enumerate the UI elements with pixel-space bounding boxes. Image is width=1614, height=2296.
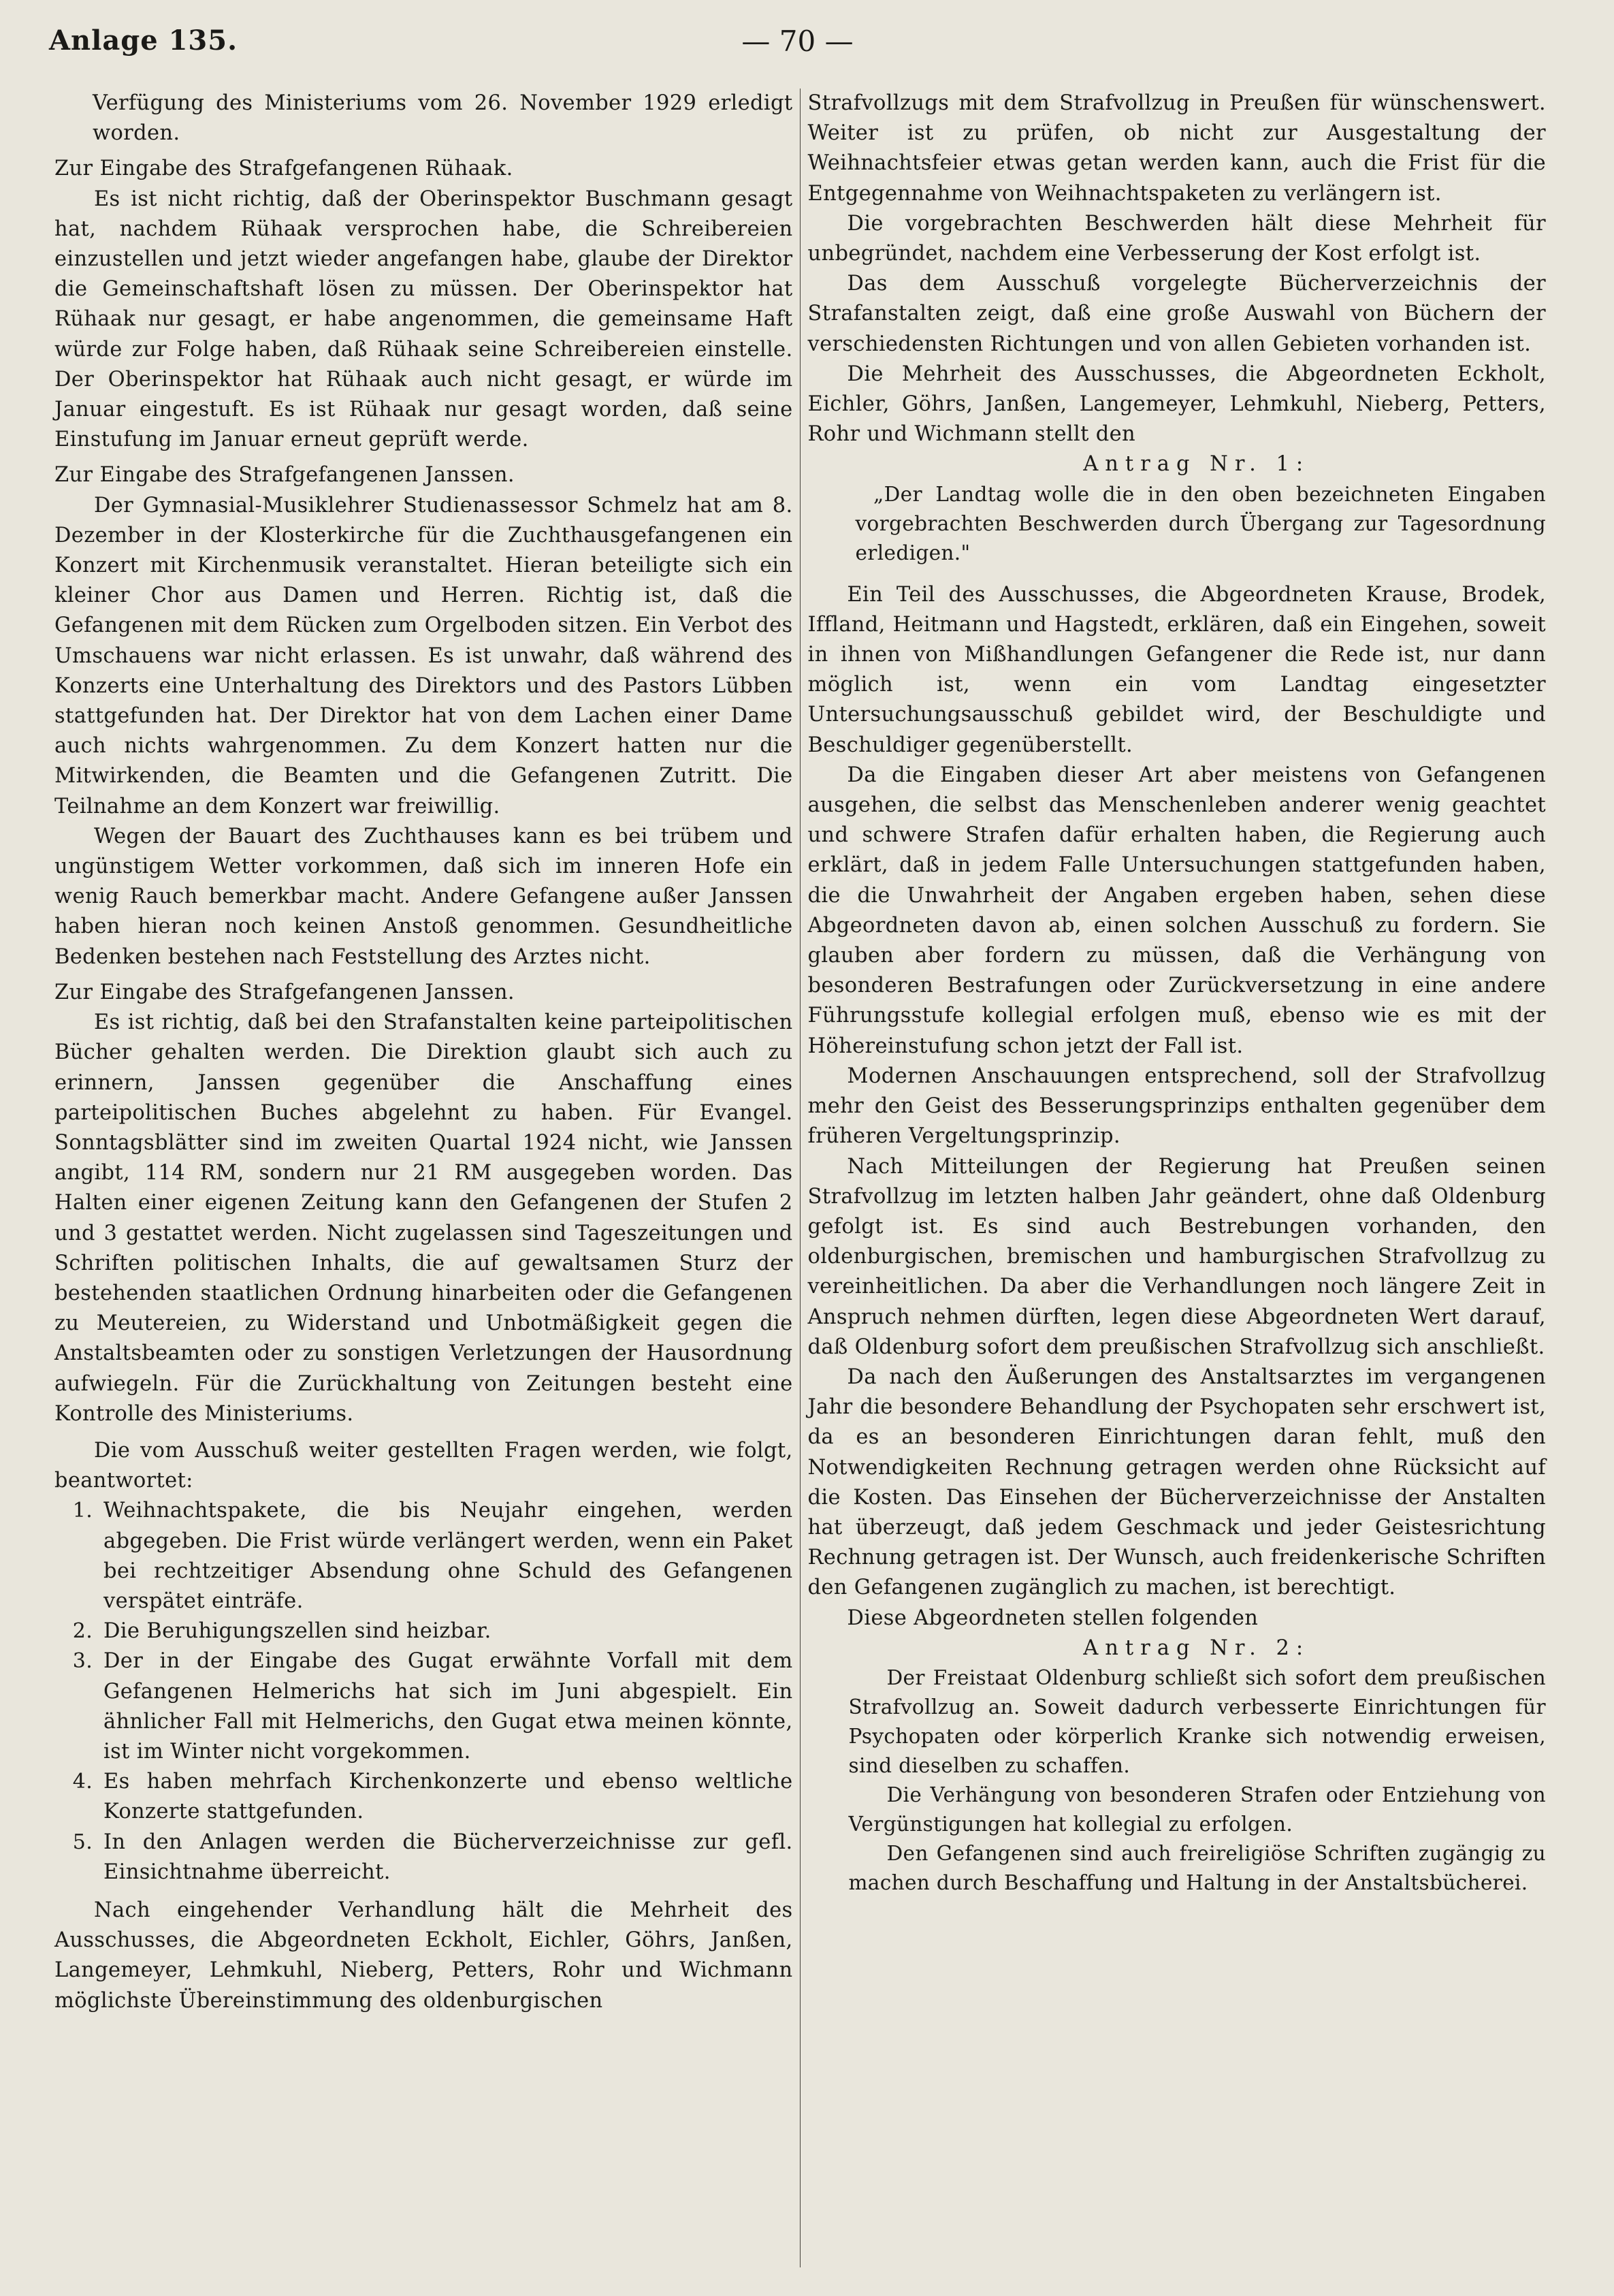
paragraph: Die Mehrheit des Ausschusses, die Abgeordneten Eckholt, Eichler, Göhrs, Janßen, Langemeyer, Lehmkuhl, Nieberg, Petters, Rohr und Wichmann stellt den <box>807 362 1546 447</box>
page-number: — 70 — <box>741 25 854 58</box>
paragraph: Die vorgebrachten Beschwerden hält diese Mehrheit für unbegründet, nachdem eine Verbesserung der Kost erfolgt ist. <box>807 211 1546 266</box>
column-divider <box>800 89 801 2267</box>
list-item: 4. Es haben mehrfach Kirchenkonzerte und ebenso weltliche Konzerte stattgefunden. <box>99 1767 793 1827</box>
motion-body <box>807 1663 1546 1898</box>
paragraph: Modernen Anschauungen entsprechend, soll der Strafvollzug mehr den Geist des Besserungsprinzips enthalten gegenüber dem früheren Vergeltungsprinzip. <box>807 1064 1546 1149</box>
annex-label: Anlage 135. <box>49 25 238 57</box>
section-heading: Zur Eingabe des Strafgefangenen Rühaak. <box>54 157 513 181</box>
motion-paragraph: Der Freistaat Oldenburg schließt sich sofort dem preußischen Strafvollzug an. Soweit dadurch verbesserte Einrichtungen für Psychopaten oder körperlich Kranke sich notwendig erweisen, sind dieselben zu schaffen. <box>848 1665 1546 1777</box>
paragraph: Da die Eingaben dieser Art aber meistens von Gefangenen ausgehen, die selbst das Menschenleben anderer wenig geachtet und schwere Strafen dafür erhalten haben, die Regierung auch erklärt, daß in jedem Falle Untersuchungen stattgefunden haben, die die Unwahrheit der Angaben ergeben haben, sehen diese Abgeordneten davon ab, einen solchen Ausschuß zu fordern. Sie glauben aber fordern zu müssen, daß die Verhängung von besonderen Bestrafungen oder Zurückversetzung in eine andere Führungsstufe kollegial erfolgen muß, ebenso wie es mit der Höhereinstufung schon jetzt der Fall ist. <box>807 763 1546 1058</box>
list-item: 1. Weihnachtspakete, die bis Neujahr eingehen, werden abgegeben. Die Frist würde verlängert werden, wenn ein Paket bei rechtzeitiger Absendung ohne Schuld des Gefangenen verspätet einträfe. <box>99 1496 793 1616</box>
motion-text: „Der Landtag wolle die in den oben bezeichneten Eingaben vorgebrachten Beschwerden durch Übergang zur Tagesordnung erledigen." <box>855 482 1546 564</box>
motion-paragraph: Den Gefangenen sind auch freireligiöse Schriften zugängig zu machen durch Beschaffung und Haltung in der Anstaltsbücherei. <box>848 1841 1546 1894</box>
list-item: 5. In den Anlagen werden die Bücherverzeichnisse zur gefl. Einsichtnahme überreicht. <box>99 1828 793 1887</box>
left-column <box>49 89 793 2267</box>
paragraph: Das dem Ausschuß vorgelegte Bücherverzeichnis der Strafanstalten zeigt, daß eine große Auswahl von Büchern der verschiedensten Richtungen und von allen Gebieten vorhanden ist. <box>807 272 1546 356</box>
paragraph: Diese Abgeordneten stellen folgenden <box>847 1606 1259 1630</box>
motion-paragraph: Die Verhängung von besonderen Strafen oder Entziehung von Vergünstigungen hat kollegial zu erfolgen. <box>848 1783 1546 1836</box>
running-head <box>49 25 1546 63</box>
paragraph: Da nach den Äußerungen des Anstaltsarztes im vergangenen Jahr die besondere Behandlung der Psychopaten sehr erschwert ist, da es an besonderen Einrichtungen daran fehlt, muß den Notwendigkeiten Rechnung getragen werden ohne Rücksicht auf die Kosten. Das Einsehen der Bücherverzeichnisse der Anstalten hat überzeugt, daß jedem Geschmack und jeder Geistesrichtung Rechnung getragen ist. Der Wunsch, auch freidenkerische Schriften den Gefangenen zugänglich zu machen, ist berechtigt. <box>807 1365 1546 1600</box>
paragraph: Der Gymnasial-Musiklehrer Studienassessor Schmelz hat am 8. Dezember in der Klosterkirche für die Zuchthausgefangenen ein Konzert mit Kirchenmusik veranstaltet. Hieran beteiligte sich ein kleiner Chor aus Damen und Herren. Richtig ist, daß die Gefangenen mit dem Rücken zum Orgelboden sitzen. Ein Verbot des Umschauens war nicht erlassen. Es ist unwahr, daß während des Konzerts eine Unterhaltung des Direktors und des Pastors Lübben stattgefunden hat. Der Direktor hat von dem Lachen einer Dame auch nichts wahrgenommen. Zu dem Konzert hatten nur die Mitwirkenden, die Beamten und die Gefangenen Zutritt. Die Teilnahme an dem Konzert war freiwillig. <box>54 493 793 818</box>
motion-title: Antrag Nr. 2: <box>1083 1636 1310 1660</box>
paragraph: Verfügung des Ministeriums vom 26. November 1929 erledigt worden. <box>93 91 793 146</box>
motion-title: Antrag Nr. 1: <box>1083 452 1310 477</box>
list-item: 3. Der in der Eingabe des Gugat erwähnte Vorfall mit dem Gefangenen Helmerichs hat sich im Juni abgespielt. Ein ähnlicher Fall mit Helmerichs, den Gugat etwa meinen könnte, ist im Winter nicht vorgekommen. <box>99 1646 793 1767</box>
paragraph: Strafvollzugs mit dem Strafvollzug in Preußen für wünschenswert. Weiter ist zu prüfen, ob nicht zur Ausgestaltung der Weihnachtsfeier etwas getan werden kann, auch die Frist für die Entgegennahme von Weihnachtspaketen zu verlängern ist. <box>807 91 1546 206</box>
paragraph: Nach eingehender Verhandlung hält die Mehrheit des Ausschusses, die Abgeordneten Eckholt, Eichler, Göhrs, Janßen, Langemeyer, Lehmkuhl, Nieberg, Petters, Rohr und Wichmann möglichste Übereinstimmung des oldenburgischen <box>54 1898 793 2013</box>
paragraph: Es ist richtig, daß bei den Strafanstalten keine parteipolitischen Bücher gehalten werden. Die Direktion glaubt sich auch zu erinnern, Janssen gegenüber die Anschaffung eines parteipolitischen Buches abgelehnt zu haben. Für Evangel. Sonntagsblätter sind im zweiten Quartal 1924 nicht, wie Janssen angibt, 114 RM, sondern nur 21 RM ausgegeben worden. Das Halten einer eigenen Zeitung kann den Gefangenen der Stufen 2 und 3 gestattet werden. Nicht zugelassen sind Tageszeitungen und Schriften politischen Inhalts, die auf gewaltsamen Sturz der bestehenden staatlichen Ordnung hinarbeiten oder die Gefangenen zu Meutereien, zu Widerstand und Unbotmäßigkeit gegen die Anstaltsbeamten oder zu sonstigen Verletzungen der Hausordnung aufwiegeln. Für die Zurückhaltung von Zeitungen besteht eine Kontrolle des Ministeriums. <box>54 1010 793 1426</box>
list-item: 2. Die Beruhigungszellen sind heizbar. <box>99 1616 793 1646</box>
paragraph: Wegen der Bauart des Zuchthauses kann es bei trübem und ungünstigem Wetter vorkommen, daß sich im inneren Hofe ein wenig Rauch bemerkbar macht. Andere Gefangene außer Janssen haben hieran noch keinen Anstoß genommen. Gesundheitliche Bedenken bestehen nach Feststellung des Arztes nicht. <box>54 824 793 969</box>
paragraph: Die vom Ausschuß weiter gestellten Fragen werden, wie folgt, beantwortet: <box>54 1438 793 1493</box>
two-column-body <box>49 89 1546 2267</box>
paragraph: Nach Mitteilungen der Regierung hat Preußen seinen Strafvollzug im letzten halben Jahr geändert, ohne daß Oldenburg gefolgt ist. Es sind auch Bestrebungen vorhanden, den oldenburgischen, bremischen und hamburgischen Strafvollzug zu vereinheitlichen. Da aber die Verhandlungen noch längere Zeit in Anspruch nehmen dürften, legen diese Abgeordneten Wert darauf, daß Oldenburg sofort dem preußischen Strafvollzug sich anschließt. <box>807 1154 1546 1359</box>
paragraph: Es ist nicht richtig, daß der Oberinspektor Buschmann gesagt hat, nachdem Rühaak versprochen habe, die Schreibereien einzustellen und jetzt wieder angefangen habe, glaube der Direktor die Gemeinschaftshaft lösen zu müssen. Der Oberinspektor hat Rühaak nur gesagt, er habe angenommen, die gemeinsame Haft würde zur Folge haben, daß Rühaak seine Schreibereien einstelle. Der Oberinspektor hat Rühaak auch nicht gesagt, er würde im Januar eingestuft. Es ist Rühaak nur gesagt worden, daß seine Einstufung im Januar erneut geprüft werde. <box>54 187 793 452</box>
right-column <box>807 89 1546 2267</box>
section-heading: Zur Eingabe des Strafgefangenen Janssen. <box>54 463 515 488</box>
paragraph: Ein Teil des Ausschusses, die Abgeordneten Krause, Brodek, Iffland, Heitmann und Hagstedt, erklären, daß ein Eingehen, soweit in ihnen von Mißhandlungen Gefangener die Rede ist, nur dann möglich ist, wenn ein vom Landtag eingesetzter Untersuchungsausschuß gebildet wird, der Beschuldigte und Beschuldiger gegenüberstellt. <box>807 582 1546 757</box>
answers-list <box>54 1496 793 1887</box>
section-heading: Zur Eingabe des Strafgefangenen Janssen. <box>54 980 515 1004</box>
